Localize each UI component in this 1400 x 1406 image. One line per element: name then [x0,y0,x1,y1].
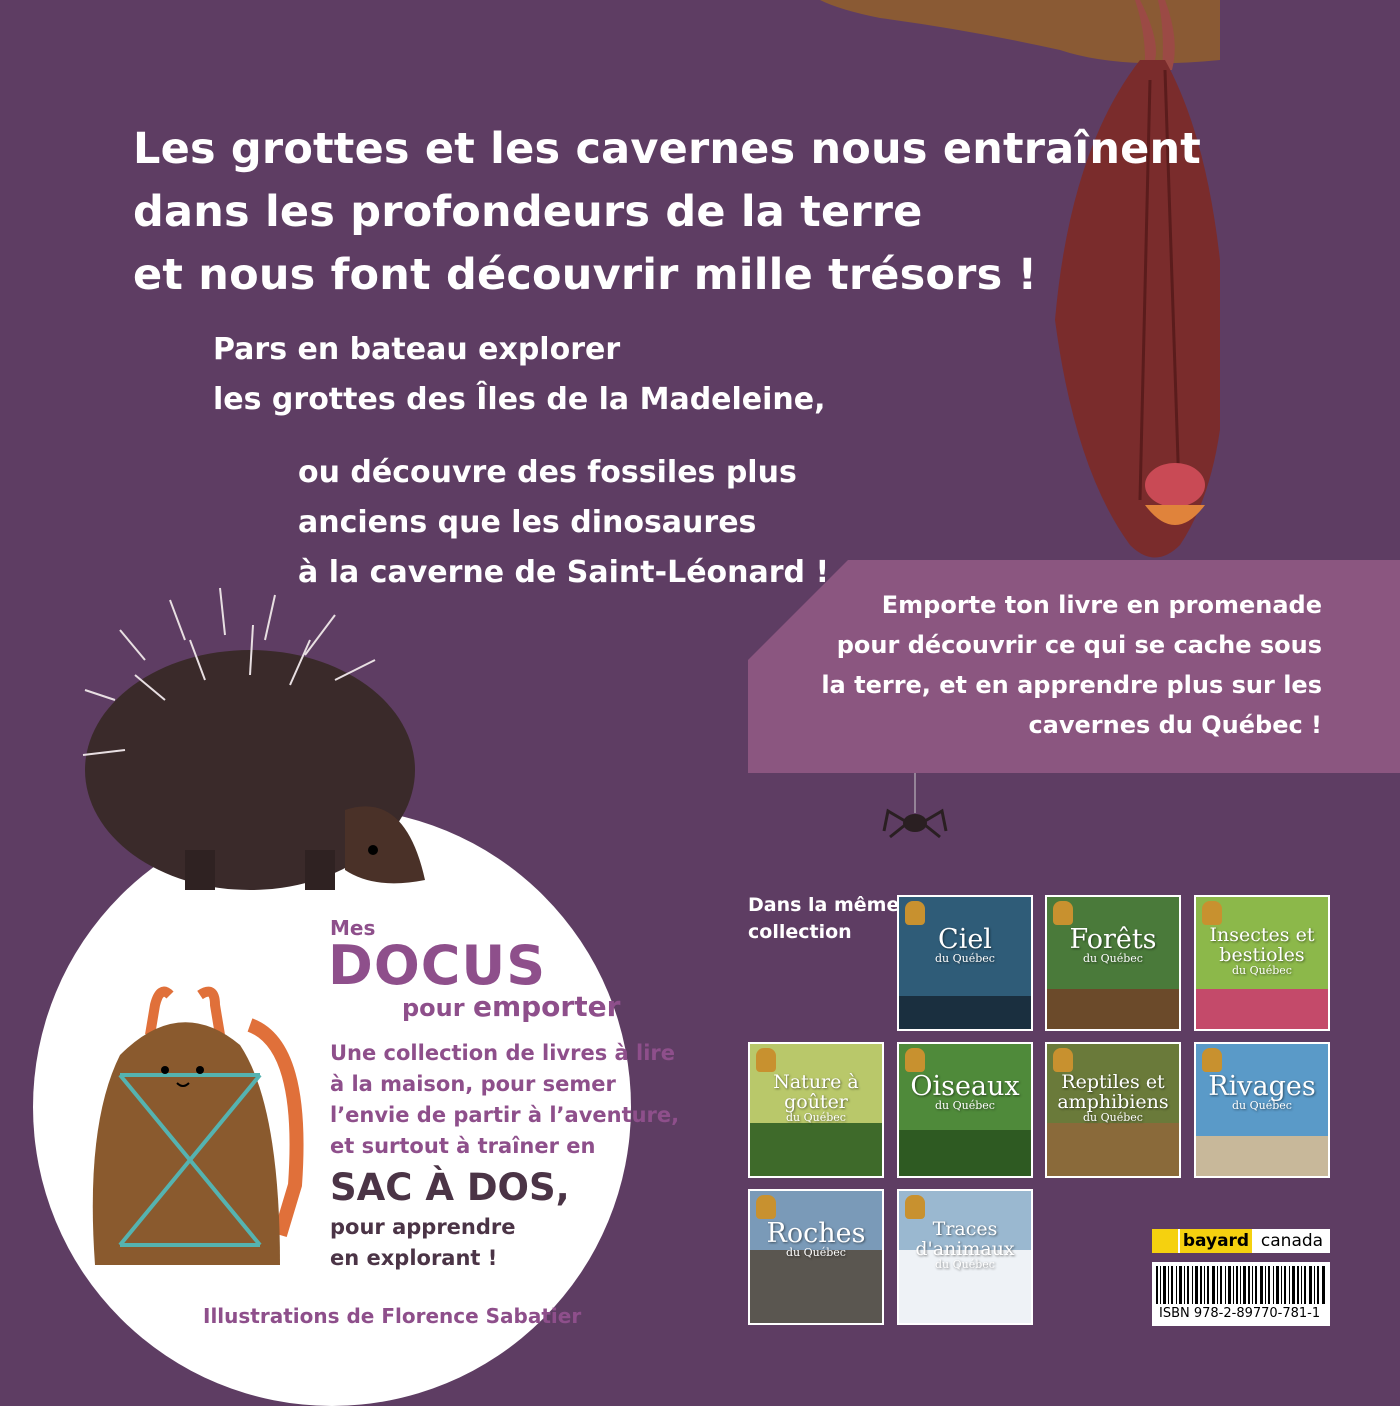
sac-a-dos-text: SAC À DOS, [330,1166,570,1209]
banner-line: Emporte ton livre en promenade [881,591,1322,619]
book-cover-roches [748,1189,884,1325]
logo-pour-emporter [402,990,620,1023]
logo-docus: DOCUS [328,934,547,997]
main-heading [133,118,1202,307]
docus-logo-icon [756,1048,776,1072]
docus-logo-icon [1202,1048,1222,1072]
collection-line: et surtout à traîner en [330,1134,596,1158]
book-title: Rivages du Québec [1208,1071,1316,1112]
collection-description-2 [330,1212,516,1274]
porcupine-illustration [75,580,435,900]
paragraph-line: à la caverne de Saint-Léonard ! [298,555,830,590]
paragraph-boat [213,325,826,425]
heading-line-3: et nous font découvrir mille trésors ! [133,250,1038,300]
collection-line: Une collection de livres à lire [330,1041,676,1065]
same-collection-label [748,892,899,946]
same-collection-line: Dans la même [748,894,900,916]
paragraph-line: anciens que les dinosaures [298,505,757,540]
paragraph-line: ou découvre des fossiles plus [298,455,797,490]
book-cover-rivages [1194,1042,1330,1178]
bayard-face-icon [1152,1229,1178,1253]
docus-logo-icon [1053,1048,1073,1072]
book-title: Ciel du Québec [935,924,995,965]
book-title: Insectes et bestioles du Québec [1209,924,1315,977]
logo-pour: pour [402,994,465,1022]
book-cover-insectes [1194,895,1330,1031]
book-cover-reptiles [1045,1042,1181,1178]
collection-line: l’envie de partir à l’aventure, [330,1103,680,1127]
docus-logo-icon [905,1195,925,1219]
docus-logo-icon [756,1195,776,1219]
banner-line: pour découvrir ce qui se cache sous [836,631,1322,659]
heading-line-2: dans les profondeurs de la terre [133,187,923,237]
docus-logo-icon [905,901,925,925]
logo-mes: Mes [330,916,376,940]
spider-illustration [880,773,950,843]
book-cover-forets [1045,895,1181,1031]
collection-description [330,1038,679,1162]
paragraph-line: les grottes des Îles de la Madeleine, [213,382,826,417]
docus-logo-icon [905,1048,925,1072]
book-cover-oiseaux [897,1042,1033,1178]
logo-emporter: emporter [472,990,621,1023]
collection-line: en explorant ! [330,1246,498,1270]
book-cover-traces [897,1189,1033,1325]
book-title: Forêts du Québec [1069,924,1157,965]
collection-line: pour apprendre [330,1215,516,1239]
book-cover-nature [748,1042,884,1178]
isbn-number: ISBN 978-2-89770-781-1 [1159,1306,1321,1321]
illustrations-credit: Illustrations de Florence Sabatier [203,1304,582,1328]
collection-line: à la maison, pour semer [330,1072,616,1096]
banner-line: cavernes du Québec ! [1028,711,1322,739]
book-cover-ciel [897,895,1033,1031]
book-title: Traces d'animaux du Québec [915,1218,1015,1271]
book-title: Nature à goûter du Québec [773,1071,859,1124]
docus-logo-icon [1053,901,1073,925]
banner-text [821,585,1322,745]
book-title: Roches du Québec [766,1218,866,1259]
book-title: Oiseaux du Québec [910,1071,1020,1112]
paragraph-line: Pars en bateau explorer [213,332,621,367]
publisher-bayard: bayard [1180,1229,1252,1253]
same-collection-line: collection [748,921,852,943]
heading-line-1: Les grottes et les cavernes nous entraînent [133,124,1202,174]
book-title: Reptiles et amphibiens du Québec [1057,1071,1169,1124]
publisher-canada: canada [1260,1231,1324,1251]
docus-logo-icon [1202,901,1222,925]
banner-line: la terre, et en apprendre plus sur les [821,671,1322,699]
backpack-illustration [80,985,310,1285]
